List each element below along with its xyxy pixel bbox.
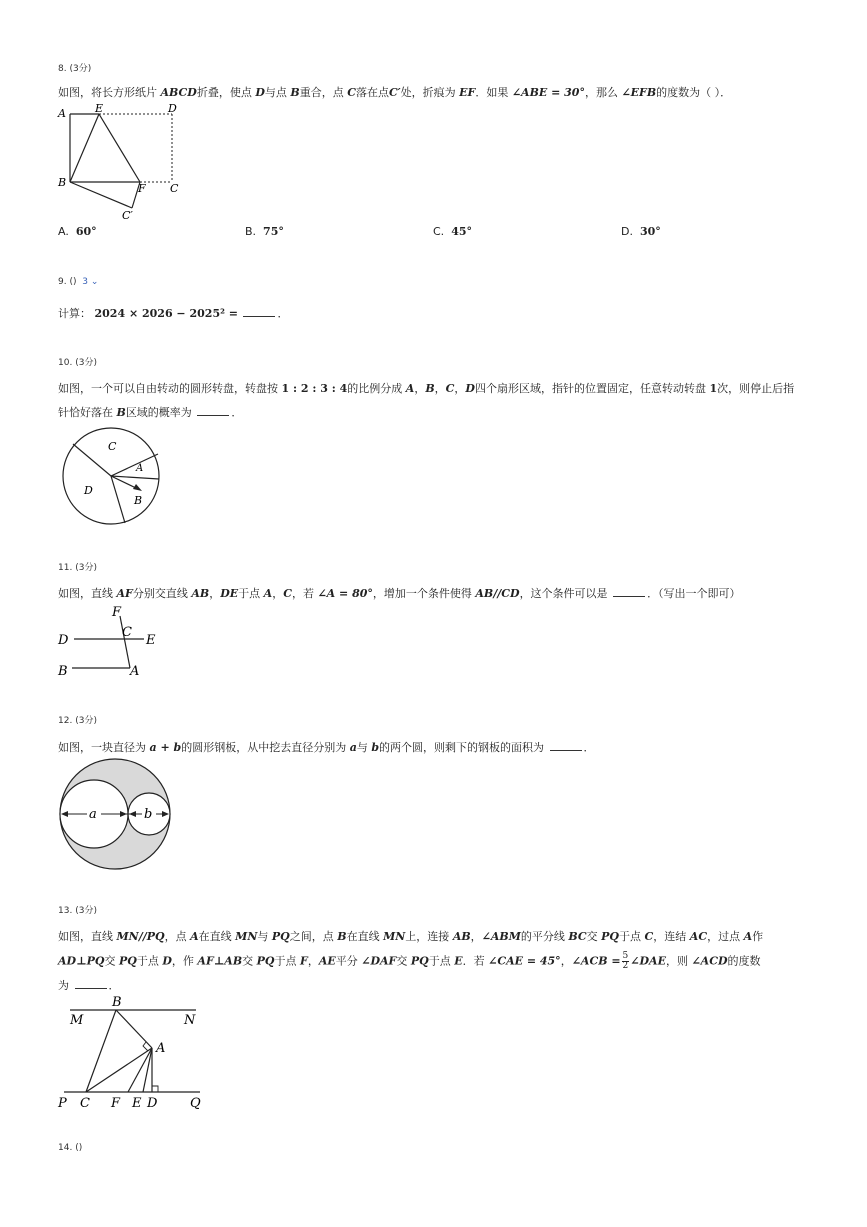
question-number: 13. [58, 906, 73, 916]
q9-header [58, 277, 98, 287]
math-b: B [337, 930, 347, 943]
stem-text: 于点 [238, 587, 264, 600]
math-mn: MN [235, 930, 258, 943]
stem-text: 在直线 [346, 930, 384, 943]
q12-header [58, 713, 97, 726]
label-b: b [144, 807, 153, 822]
math-ae: AE [318, 954, 336, 968]
q10-stem-line2 [58, 405, 242, 420]
label-n: N [184, 1013, 196, 1028]
option-c[interactable] [433, 225, 472, 238]
q8-figure [54, 102, 190, 224]
sector-label-d: D [84, 484, 93, 497]
stem-text: ． [583, 741, 595, 754]
label-a: A [156, 1041, 166, 1056]
fraction-numerator: 5 [622, 951, 629, 961]
stem-text: 于点 [136, 954, 163, 968]
question-number: 10. [58, 358, 73, 368]
label-c-prime: C′ [122, 209, 133, 222]
math-d: D [465, 382, 475, 395]
option-letter: C. [433, 225, 445, 238]
label-e: E [132, 1096, 142, 1111]
q10-spinner-figure [58, 424, 168, 528]
answer-blank[interactable] [75, 978, 107, 989]
math-ef: EF [459, 86, 476, 99]
q11-stem [58, 586, 741, 601]
stem-text: ，增加一个条件使得 [372, 587, 476, 600]
question-number: 9. [58, 277, 67, 287]
stem-text: ， [560, 954, 572, 968]
label-e: E [95, 102, 104, 115]
stem-text: ．若 [462, 954, 489, 968]
stem-text: 折叠，使点 [196, 86, 256, 99]
math-pq: PQ [410, 954, 429, 968]
stem-text: 平分 [335, 954, 362, 968]
label-p: P [58, 1096, 67, 1111]
math-c: C [283, 587, 292, 600]
sector-label-b: B [134, 494, 143, 507]
math-c-prime: C′ [388, 86, 401, 99]
stem-text: 分别交直线 [132, 587, 192, 600]
math-expression: 2024 × 2026 − 2025² = [94, 307, 238, 320]
stem-text: 上，连接 [405, 930, 453, 943]
math-angle-abm: ∠ABM [481, 930, 521, 943]
stem-text: 处，折痕为 [400, 86, 460, 99]
math-b: B [290, 86, 300, 99]
stem-text: 的圆形钢板，从中挖去直径分别为 [181, 741, 350, 754]
stem-text: 作 [752, 930, 764, 943]
question-score: (3分) [75, 358, 97, 368]
stem-text: 四个扇形区域，指针的位置固定，任意转动转盘 [474, 382, 710, 395]
answer-blank[interactable] [550, 740, 582, 751]
option-value: 75° [263, 225, 284, 238]
q8-stem [58, 86, 731, 100]
chevron-down-icon: ⌄ [90, 277, 99, 287]
stem-text: 与 [257, 930, 272, 943]
stem-text: ，则 [665, 954, 692, 968]
math-e: E [454, 954, 463, 968]
stem-text: ， [307, 954, 319, 968]
stem-text: ，若 [291, 587, 318, 600]
math-c: C [347, 86, 356, 99]
math-a: A [405, 382, 415, 395]
q11-figure [56, 602, 166, 682]
question-score: (3分) [75, 716, 97, 726]
question-score: () [69, 277, 77, 287]
label-a: A [58, 107, 66, 120]
stem-text: ，连结 [653, 930, 690, 943]
label-b: B [112, 995, 122, 1010]
label-c: C [122, 625, 132, 640]
fraction-denominator: 2 [622, 961, 629, 971]
stem-text: 如图，一个可以自由转动的圆形转盘，转盘按 [58, 382, 282, 395]
stem-text: ， [434, 382, 446, 395]
stem-text: 交 [586, 930, 602, 943]
label-b: B [58, 176, 67, 189]
sector-label-c: C [108, 440, 117, 453]
math-ad-perp-pq: AD⊥PQ [58, 954, 105, 968]
stem-text: ． [231, 406, 243, 419]
stem-text: 次，则停止后指 [717, 382, 795, 395]
math-parallel: AB//CD [475, 587, 520, 600]
stem-text: 的平分线 [520, 930, 569, 943]
math-ac: AC [689, 930, 708, 943]
math-de: DE [220, 587, 239, 600]
math-pq: PQ [271, 930, 290, 943]
stem-text: 重合，点 [299, 86, 348, 99]
answer-blank[interactable] [243, 306, 275, 317]
math-pq: PQ [256, 954, 275, 968]
math-a: A [743, 930, 753, 943]
label-f: F [138, 182, 146, 195]
q10-header [58, 355, 97, 368]
math-mn-parallel-pq: MN//PQ [116, 930, 165, 943]
stem-text: ， [470, 930, 482, 943]
math-mn: MN [383, 930, 406, 943]
math-ab: AB [191, 587, 210, 600]
math-angle-daf: ∠DAF [361, 954, 397, 968]
math-af: AF [116, 587, 133, 600]
question-number: 12. [58, 716, 73, 726]
q13-stem-line1 [58, 930, 763, 944]
question-score: (3分) [69, 64, 92, 74]
math-pq: PQ [601, 930, 620, 943]
q13-stem-line2 [58, 952, 761, 971]
math-pq: PQ [119, 954, 137, 968]
answer-blank[interactable] [613, 586, 645, 597]
question-score: (3分) [75, 563, 97, 573]
stem-text: 与 [356, 741, 372, 754]
stem-text: 交 [104, 954, 119, 968]
question-score: (3分) [75, 906, 97, 916]
math-f: F [300, 954, 308, 968]
stem-text: 落在点 [355, 86, 389, 99]
q13-figure [56, 992, 208, 1116]
math-angle-dae: ∠DAE [630, 954, 666, 968]
math-angle-abe: ∠ABE = 30° [511, 86, 585, 99]
stem-text: 于点 [619, 930, 645, 943]
math-angle-efb: ∠EFB [621, 86, 657, 99]
math-bc: BC [568, 930, 587, 943]
math-ratio: 1 : 2 : 3 : 4 [281, 382, 348, 395]
label-f: F [112, 605, 122, 620]
label-e: E [146, 633, 156, 648]
sector-label-a: A [136, 463, 144, 474]
stem-text: 如图，直线 [58, 930, 117, 943]
stem-text: 为 [58, 979, 69, 992]
stem-text: 之间，点 [289, 930, 338, 943]
math-c: C [445, 382, 455, 395]
option-d[interactable] [621, 225, 661, 238]
label-m: M [70, 1013, 84, 1028]
stem-text: 如图，将长方形纸片 [58, 86, 161, 99]
stem-text: 于点 [274, 954, 301, 968]
stem-text: ，这个条件可以是 [519, 587, 608, 600]
question-number: 14. [58, 1143, 73, 1153]
q11-header [58, 560, 97, 573]
stem-text: 计算： [58, 307, 91, 320]
stem-text: ， [272, 587, 284, 600]
math-b: B [425, 382, 435, 395]
label-a: a [89, 807, 97, 822]
math-angle-a: ∠A = 80° [317, 587, 373, 600]
stem-text: 如图，一块直径为 [58, 741, 150, 754]
q10-stem-line1 [58, 382, 794, 396]
q13-stem-line3 [58, 978, 120, 993]
stem-text: 于点 [428, 954, 455, 968]
fraction [622, 952, 630, 971]
stem-text: ．如果 [475, 86, 512, 99]
stem-text: ，作 [171, 954, 198, 968]
label-d: D [147, 1096, 158, 1111]
score-dropdown[interactable] [82, 277, 98, 287]
option-letter: D. [621, 225, 633, 238]
math-a: a [349, 741, 357, 754]
stem-text: 的度数 [727, 954, 761, 968]
q9-stem [58, 306, 288, 321]
math-a-plus-b: a + b [149, 741, 182, 754]
option-letter: A. [58, 225, 69, 238]
option-value: 45° [451, 225, 472, 238]
label-q: Q [190, 1096, 201, 1111]
label-d: D [58, 633, 69, 648]
label-a: A [130, 664, 140, 679]
label-c: C [80, 1096, 90, 1111]
math-af-perp-ab: AF⊥AB [197, 954, 243, 968]
option-b[interactable] [245, 225, 284, 238]
math-c: C [644, 930, 654, 943]
stem-text: 针恰好落在 [58, 406, 117, 419]
score-value: 3 [82, 277, 88, 287]
math-one: 1 [709, 382, 718, 395]
answer-blank[interactable] [197, 405, 229, 416]
label-b: B [58, 664, 68, 679]
q8-header [58, 61, 91, 74]
stem-text: 如图，直线 [58, 587, 117, 600]
math-a: A [190, 930, 199, 943]
stem-text: 的度数为（ ）． [656, 86, 732, 99]
stem-text: ， [209, 587, 221, 600]
q12-stem [58, 740, 595, 755]
stem-text: ，那么 [584, 86, 622, 99]
math-b: b [371, 741, 380, 754]
stem-text: ， [414, 382, 426, 395]
q12-figure [58, 756, 174, 874]
math-angle-acd: ∠ACD [691, 954, 728, 968]
stem-text: ，点 [164, 930, 191, 943]
option-a[interactable] [58, 225, 97, 238]
stem-text: ． [108, 979, 120, 992]
math-ab: AB [452, 930, 471, 943]
option-letter: B. [245, 225, 257, 238]
question-number: 8. [58, 64, 67, 74]
option-value: 60° [75, 225, 97, 238]
stem-text: 交 [396, 954, 411, 968]
math-angle-acb: ∠ACB = [571, 954, 621, 968]
stem-text: 交 [242, 954, 257, 968]
stem-text: 与点 [264, 86, 291, 99]
question-score: () [75, 1143, 83, 1153]
stem-text: 的比例分成 [347, 382, 406, 395]
stem-text: 在直线 [198, 930, 236, 943]
stem-text: 区域的概率为 [125, 406, 192, 419]
math-angle-cae: ∠CAE = 45° [488, 954, 561, 968]
stem-text: ．（写出一个即可） [647, 587, 741, 600]
stem-text: ，过点 [707, 930, 744, 943]
label-d: D [168, 102, 177, 115]
q14-header [58, 1143, 82, 1153]
math-abcd: ABCD [160, 86, 197, 99]
stem-text: ． [277, 307, 289, 320]
option-value: 30° [639, 225, 661, 238]
q13-header [58, 903, 97, 916]
label-f: F [111, 1096, 121, 1111]
stem-text: ， [454, 382, 466, 395]
question-number: 11. [58, 563, 73, 573]
stem-text: 的两个圆，则剩下的钢板的面积为 [379, 741, 545, 754]
label-c: C [170, 182, 179, 195]
math-d: D [255, 86, 265, 99]
math-d: D [162, 954, 172, 968]
math-b: B [116, 406, 126, 419]
math-a: A [263, 587, 273, 600]
